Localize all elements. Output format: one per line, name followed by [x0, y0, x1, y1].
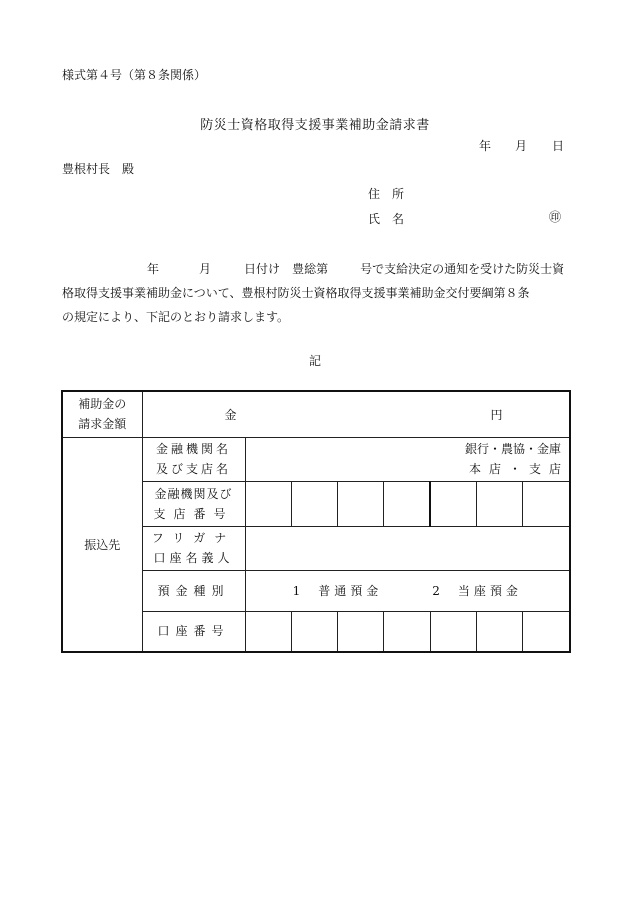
deposit-option-current[interactable]: 当座預金: [457, 584, 522, 598]
bank-number-label-cell: [142, 481, 245, 526]
bank-code-digit[interactable]: [383, 481, 430, 526]
body-reference-suffix: 号で支給決定の通知を受けた防災士資: [360, 262, 565, 276]
account-number-digit[interactable]: [291, 611, 337, 652]
bank-number-label-line-1: 金融機関及び: [154, 486, 233, 501]
request-form-table: [61, 390, 571, 653]
amount-kin: 金: [224, 408, 237, 422]
account-holder-field[interactable]: [245, 526, 570, 570]
amount-label-line-2: 請求金額: [78, 417, 127, 432]
date-year-label: 年: [479, 139, 492, 153]
account-number-digit[interactable]: [245, 611, 291, 652]
amount-field[interactable]: [142, 391, 570, 437]
form-number-label: 様式第４号（第８条関係）: [62, 68, 207, 82]
account-number-digit[interactable]: [383, 611, 430, 652]
account-number-digit[interactable]: [476, 611, 522, 652]
furigana-label: フリガナ: [151, 531, 236, 545]
document-title: 防災士資格取得支援事業補助金請求書: [200, 118, 430, 133]
address-label: 住所: [368, 187, 417, 201]
transfer-label-cell: [62, 437, 142, 652]
deposit-type-field[interactable]: [245, 570, 570, 611]
account-number-digit[interactable]: [430, 611, 476, 652]
account-number-label: 口座番号: [142, 611, 245, 652]
amount-row: [62, 391, 570, 437]
seal-mark: ㊞: [549, 210, 562, 224]
name-label: 氏名: [368, 212, 417, 226]
addressee: 豊根村長 殿: [62, 162, 135, 176]
deposit-option-1-number: 1: [292, 584, 301, 598]
account-number-digit[interactable]: [337, 611, 383, 652]
branch-code-digit[interactable]: [522, 481, 570, 526]
bank-name-field[interactable]: [245, 437, 570, 481]
body-reference-prefix: 豊総第: [292, 262, 329, 276]
date-month-label: 月: [515, 139, 528, 153]
bank-name-label-cell: [142, 437, 245, 481]
body-month: 月: [199, 262, 212, 276]
body-line-3: の規定により、下記のとおり請求します。: [62, 310, 290, 324]
amount-label-cell: [62, 391, 142, 437]
account-holder-label: 口座名義人: [153, 551, 234, 565]
deposit-type-label: 預金種別: [142, 570, 245, 611]
branch-type-options: 本店・支店: [468, 462, 569, 476]
amount-en: 円: [490, 408, 503, 422]
bank-code-digit[interactable]: [337, 481, 383, 526]
bank-number-label-line-2: 支店番号: [153, 506, 234, 521]
branch-code-digit[interactable]: [430, 481, 476, 526]
deposit-option-ordinary[interactable]: 普通預金: [318, 584, 383, 598]
bank-type-options: 銀行・農協・金庫: [464, 442, 561, 456]
bank-name-label-line-2: 及び支店名: [155, 462, 231, 476]
bank-name-label-line-1: 金融機関名: [155, 442, 231, 456]
transfer-label: 振込先: [84, 537, 121, 552]
bank-code-digit[interactable]: [291, 481, 337, 526]
deposit-option-2-number: 2: [432, 584, 440, 598]
branch-code-digit[interactable]: [476, 481, 522, 526]
body-line-2: 格取得支援事業補助金について、豊根村防災士資格取得支援事業補助金交付要綱第８条: [62, 286, 530, 300]
account-holder-label-cell: [142, 526, 245, 570]
body-day-suffix: 日付け: [244, 262, 281, 276]
request-body-text: [62, 257, 572, 329]
date-day-label: 日: [552, 139, 565, 153]
body-year: 年: [147, 262, 160, 276]
ki-heading: 記: [308, 354, 321, 368]
amount-label-line-1: 補助金の: [78, 397, 127, 412]
bank-code-digit[interactable]: [245, 481, 291, 526]
account-number-digit[interactable]: [522, 611, 570, 652]
bank-name-row: [62, 437, 570, 481]
